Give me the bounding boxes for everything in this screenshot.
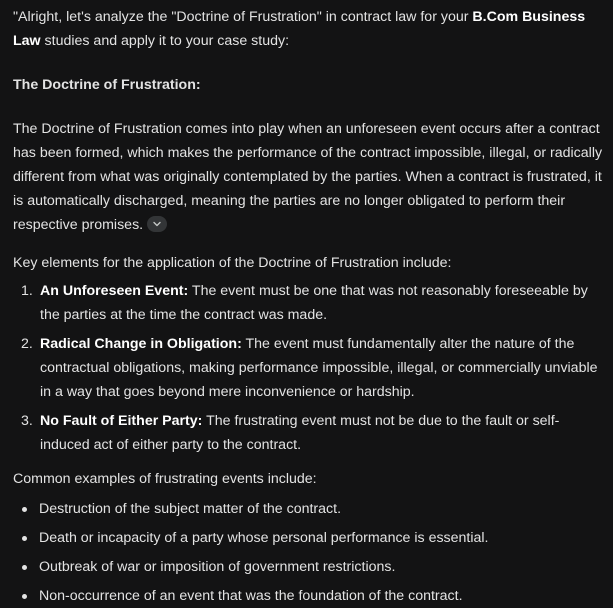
list-item-title: Radical Change in Obligation: (40, 336, 242, 352)
chevron-down-icon (153, 221, 161, 227)
list-item-title: An Unforeseen Event: (40, 283, 189, 299)
definition-paragraph (13, 117, 605, 237)
bullet-dot (22, 594, 27, 599)
bullet-text: Destruction of the subject matter of the contract. (39, 501, 342, 517)
intro-paragraph (13, 5, 605, 53)
list-item (13, 332, 605, 404)
bullet-text: Non-occurrence of an event that was the foundation of the contract. (39, 588, 463, 604)
list-item-text: The event must be one that was not reasonably foreseeable by the parties at the time the contract was made. (40, 283, 588, 323)
list-item-number: 3. (21, 413, 33, 429)
list-item-number: 1. (21, 283, 33, 299)
definition-text: The Doctrine of Frustration comes into play when an unforeseen event occurs after a contract has been formed, which makes the performance of the contract impossible, illegal, or radically different from what was originally contemplated by the parties. When a contract is frustrated, it is automatically discharged, meaning the parties are no longer obligated to perform their respective promises. (13, 121, 603, 233)
intro-bold: B.Com Business Law (13, 9, 586, 49)
bullet-item (13, 555, 605, 579)
list-item-title: No Fault of Either Party: (40, 413, 203, 429)
list-item-number: 2. (21, 336, 33, 352)
bullet-item (13, 497, 605, 521)
bullet-dot (22, 536, 27, 541)
bullet-dot (22, 565, 27, 570)
key-elements-list (13, 279, 605, 457)
list-item (13, 409, 605, 457)
bullet-item (13, 584, 605, 608)
intro-suffix: studies and apply it to your case study: (40, 33, 290, 49)
bullet-dot (22, 507, 27, 512)
bullet-text: Outbreak of war or imposition of government restrictions. (39, 559, 396, 575)
list-item-text: The frustrating event must not be due to the fault or self-induced act of either party to the contract. (40, 413, 560, 453)
key-elements-intro: Key elements for the application of the Doctrine of Frustration include: (13, 255, 452, 271)
list-item (13, 279, 605, 327)
expand-chip[interactable] (147, 216, 167, 232)
bullet-text: Death or incapacity of a party whose personal performance is essential. (39, 530, 489, 546)
examples-list (13, 497, 605, 608)
intro-prefix: "Alright, let's analyze the "Doctrine of Frustration" in contract law for your (13, 9, 473, 25)
section-heading: The Doctrine of Frustration: (13, 77, 201, 93)
bullet-item (13, 526, 605, 550)
list-item-text: The event must fundamentally alter the nature of the contractual obligations, making performance impossible, illegal, or commercially unviable in a way that goes beyond mere inconvenience or hardship. (40, 336, 598, 400)
examples-intro: Common examples of frustrating events include: (13, 471, 317, 487)
